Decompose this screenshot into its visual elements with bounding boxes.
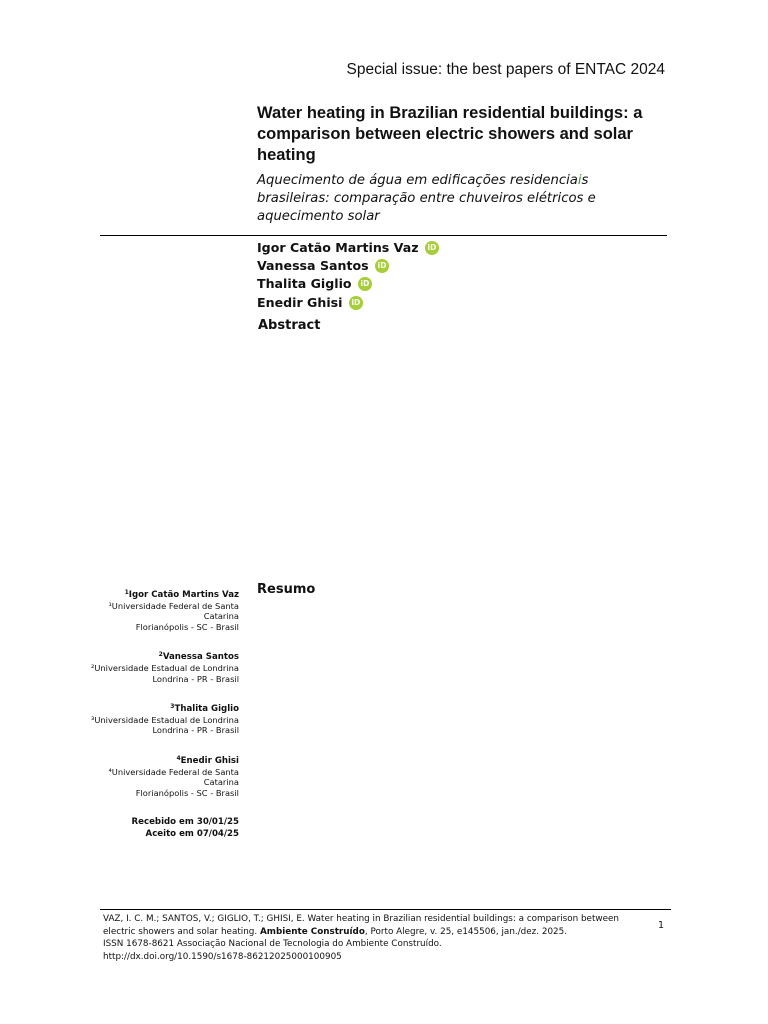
page-number: 1	[658, 920, 665, 931]
abstract-heading: Abstract	[258, 318, 321, 333]
special-issue-header: Special issue: the best papers of ENTAC 2024	[346, 61, 665, 78]
affiliation-line: Florianópolis - SC - Brasil	[135, 621, 239, 632]
author-line	[257, 257, 439, 275]
title-pt-part1: Aquecimento de água em edificações residencia	[257, 173, 578, 188]
affiliation-author	[91, 650, 239, 663]
author-name: Thalita Giglio	[257, 276, 352, 292]
affiliation-line: Londrina - PR - Brasil	[152, 673, 239, 684]
affiliation-block	[91, 702, 239, 736]
title-pt-green-letter: i	[577, 173, 582, 188]
article-title-portuguese	[257, 172, 637, 226]
orcid-icon[interactable]: iD	[375, 259, 389, 273]
affiliation-author-name: Thalita Giglio	[174, 704, 239, 715]
title-pt-part2: s brasileiras: comparação entre chuveiros elétricos e aquecimento solar	[257, 173, 596, 224]
issn-line: ISSN 1678-8621 Associação Nacional de Tecnologia do Ambiente Construído.	[103, 939, 442, 950]
footer-divider	[100, 909, 671, 910]
affiliation-number: 1	[124, 589, 129, 596]
doi-link[interactable]: http://dx.doi.org/10.1590/s1678-86212025000100905	[103, 951, 342, 962]
author-line	[257, 239, 439, 257]
citation-text	[103, 913, 638, 938]
affiliation-line: ⁴Universidade Federal de Santa	[108, 766, 239, 777]
affiliation-number: 2	[158, 651, 163, 659]
citation-footer	[103, 913, 638, 963]
affiliation-number: 4	[176, 754, 181, 762]
affiliation-number: 3	[170, 703, 175, 711]
received-date: Recebido em 30/01/25	[131, 817, 239, 828]
author-name: Igor Catão Martins Vaz	[257, 240, 419, 255]
affiliation-author	[91, 588, 239, 601]
affiliation-author-name: Vanessa Santos	[162, 652, 239, 663]
citation-pre: VAZ, I. C. M.; SANTOS, V.; GIGLIO, T.; GHISI, E. Water heating in Brazilian residential buildings: a comparison between electric showers and solar heating.	[103, 914, 620, 937]
author-name: Enedir Ghisi	[257, 294, 343, 310]
affiliation-block	[91, 754, 239, 798]
affiliation-author	[91, 754, 239, 767]
affiliation-line: ¹Universidade Federal de Santa	[108, 600, 239, 611]
affiliation-line: Catarina	[203, 777, 239, 788]
author-list	[257, 239, 439, 312]
orcid-icon[interactable]: iD	[358, 277, 372, 291]
author-line	[257, 294, 439, 312]
journal-name: Ambiente Construído	[259, 926, 365, 937]
affiliation-author	[91, 702, 239, 715]
orcid-icon[interactable]: iD	[425, 241, 439, 255]
top-divider	[100, 235, 667, 236]
citation-post: , Porto Alegre, v. 25, e145506, jan./dez. 2025.	[364, 926, 568, 937]
affiliations-sidebar	[91, 588, 239, 840]
author-line	[257, 275, 439, 293]
affiliation-line: Londrina - PR - Brasil	[152, 725, 239, 736]
affiliation-block	[91, 650, 239, 684]
affiliation-list	[91, 588, 239, 798]
article-title: Water heating in Brazilian residential buildings: a comparison between electric showers and solar heating	[257, 104, 643, 164]
accepted-date: Aceito em 07/04/25	[145, 829, 239, 840]
author-name: Vanessa Santos	[257, 258, 369, 274]
affiliation-author-name: Enedir Ghisi	[180, 755, 239, 766]
orcid-icon[interactable]: iD	[349, 296, 363, 310]
affiliation-line: ³Universidade Estadual de Londrina	[91, 714, 239, 725]
resumo-heading: Resumo	[257, 582, 316, 597]
affiliation-line: Florianópolis - SC - Brasil	[135, 787, 239, 798]
affiliation-line: ²Universidade Estadual de Londrina	[91, 662, 239, 673]
affiliation-author-name: Igor Catão Martins Vaz	[128, 590, 239, 600]
affiliation-line: Catarina	[203, 611, 239, 622]
dates-block	[91, 816, 239, 840]
affiliation-block	[91, 588, 239, 632]
